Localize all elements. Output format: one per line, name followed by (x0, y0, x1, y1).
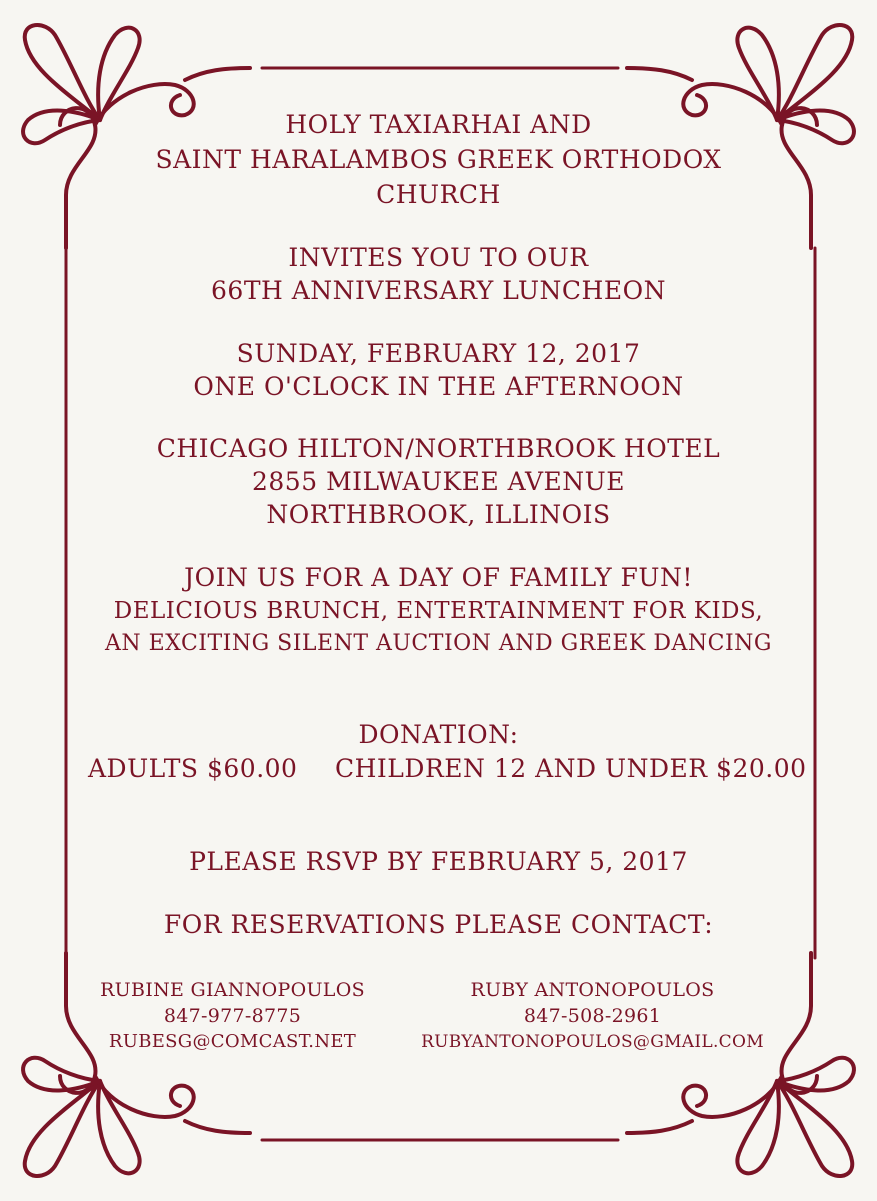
church-name-line-3: CHURCH (376, 180, 501, 209)
contact-card (100, 977, 365, 1055)
contact-card (400, 977, 785, 1055)
contact-name: RUBINE GIANNOPOULOS (100, 979, 365, 1001)
adult-price: ADULTS $60.00 (88, 754, 298, 783)
venue-city: NORTHBROOK, ILLINOIS (266, 500, 611, 529)
event-date: SUNDAY, FEBRUARY 12, 2017 (236, 339, 641, 368)
invite-line-2: 66TH ANNIVERSARY LUNCHEON (211, 276, 666, 305)
contact-name: RUBY ANTONOPOULOS (470, 979, 715, 1001)
promo-line-2: DELICIOUS BRUNCH, ENTERTAINMENT FOR KIDS, (113, 598, 764, 624)
venue-street: 2855 MILWAUKEE AVENUE (252, 467, 625, 496)
promo-line-1: JOIN US FOR A DAY OF FAMILY FUN! (184, 563, 693, 592)
contact-email[interactable]: RUBESG@COMCAST.NET (108, 1031, 357, 1052)
invite-line-1: INVITES YOU TO OUR (288, 243, 589, 272)
contact-phone[interactable]: 847-977-8775 (163, 1005, 302, 1027)
donation-label: DONATION: (358, 720, 519, 749)
rsvp-deadline: PLEASE RSVP BY FEBRUARY 5, 2017 (189, 847, 688, 876)
event-time: ONE O'CLOCK IN THE AFTERNOON (193, 372, 684, 401)
contact-email[interactable]: RUBYANTONOPOULOS@GMAIL.COM (421, 1032, 764, 1052)
church-name-line-1: HOLY TAXIARHAI AND (285, 110, 592, 139)
venue-name: CHICAGO HILTON/NORTHBROOK HOTEL (156, 434, 721, 463)
contact-phone[interactable]: 847-508-2961 (523, 1005, 662, 1027)
child-price: CHILDREN 12 AND UNDER $20.00 (335, 754, 807, 783)
promo-line-3: AN EXCITING SILENT AUCTION AND GREEK DANCING (104, 631, 772, 656)
reservations-label: FOR RESERVATIONS PLEASE CONTACT: (163, 910, 714, 939)
church-name-line-2: SAINT HARALAMBOS GREEK ORTHODOX (155, 145, 722, 174)
